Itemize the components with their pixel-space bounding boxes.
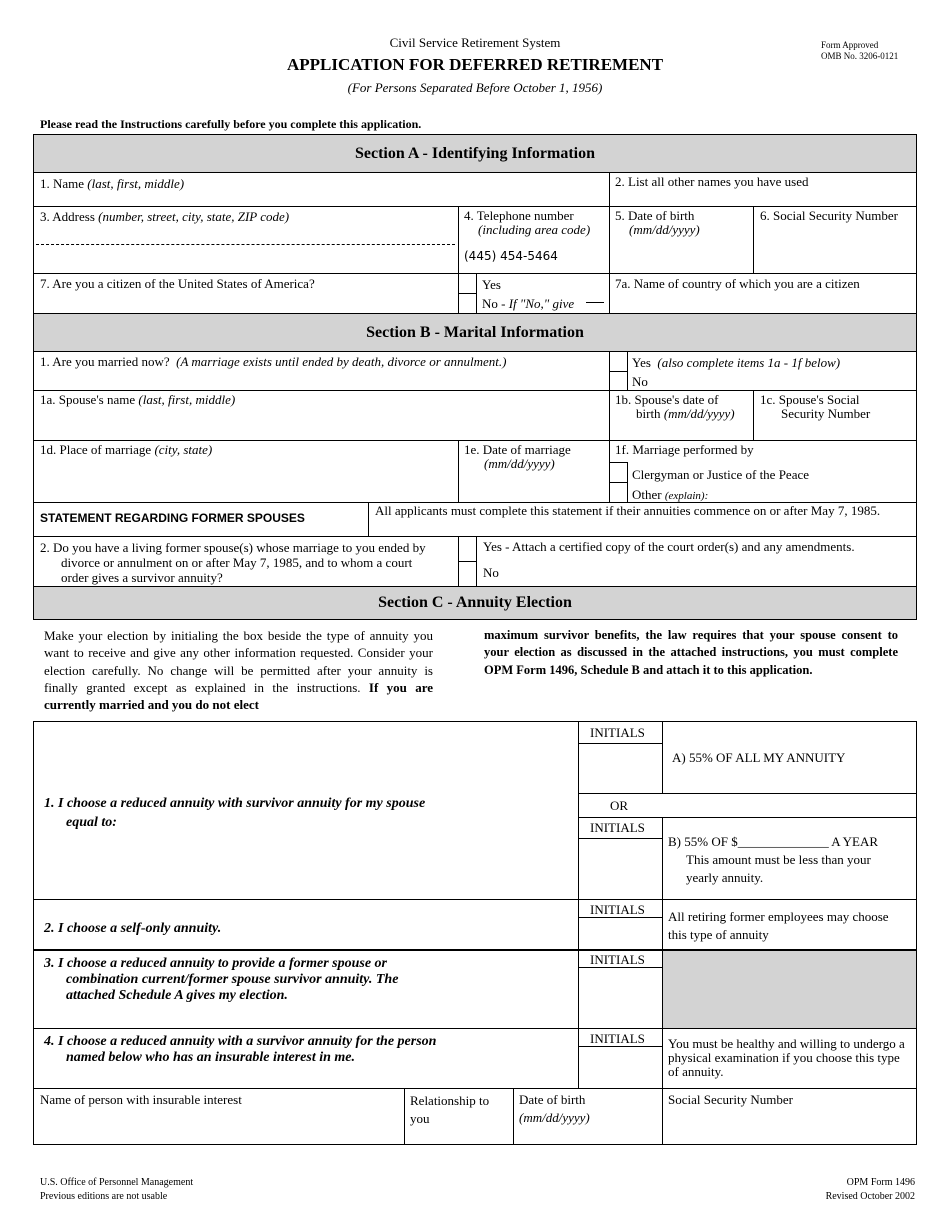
name-label: 1. Name (last, first, middle) (40, 176, 185, 191)
place-input[interactable] (37, 465, 455, 495)
choice-2-note: All retiring former employees may choose this type of annuity (668, 909, 889, 942)
choice-2-text: 2. I choose a self-only annuity. (44, 921, 222, 936)
former-spouse-question: 2. Do you have a living former spouse(s) whose marriage to you ended by divorce or annulment on or after May 7, 1985, and to whom a court order gives a survivor annuity? (40, 540, 426, 585)
other-names-input[interactable] (612, 190, 912, 205)
clergy-checkbox[interactable] (610, 463, 627, 482)
spouse-dob-label: 1b. Spouse's date of (615, 392, 719, 407)
spouse-name-label: 1a. Spouse's name (last, first, middle) (40, 392, 236, 407)
initials-4-box[interactable] (579, 1047, 662, 1088)
choice-1-text: 1. I choose a reduced annuity with survivor annuity for my spouse equal to: (44, 796, 426, 830)
married-no-checkbox[interactable] (610, 372, 627, 390)
former-yes-checkbox[interactable] (459, 537, 476, 561)
footer-revised: Revised October 2002 (825, 1191, 915, 1202)
insurable-name-label: Name of person with insurable interest (40, 1092, 242, 1107)
former-no-checkbox[interactable] (459, 562, 476, 586)
former-yes-label: Yes - Attach a certified copy of the court order(s) and any amendments. (483, 539, 855, 554)
phone-input[interactable]: (445) 454-5464 (464, 249, 558, 263)
insurable-ssn-input[interactable] (666, 1112, 912, 1140)
initials-3-box[interactable] (579, 968, 662, 1028)
section-b-title: Section B - Marital Information (366, 323, 584, 341)
section-a-header (33, 134, 917, 173)
insurable-name-input[interactable] (37, 1112, 400, 1140)
phone-hint: (including area code) (478, 222, 591, 237)
initials-2-label: INITIALS (590, 902, 645, 917)
section-c-header (33, 586, 917, 620)
choice-1-option-a: A) 55% OF ALL MY ANNUITY (672, 750, 846, 765)
spouse-name-input[interactable] (37, 410, 605, 436)
marriage-date-hint: (mm/dd/yyyy) (484, 456, 555, 471)
statement-text: All applicants must complete this statement if their annuities commence on or after May 7, 1985. (375, 503, 881, 518)
other-checkbox[interactable] (610, 483, 627, 502)
dob-hint: (mm/dd/yyyy) (629, 222, 700, 237)
or-label: OR (610, 798, 629, 813)
dob-label: 5. Date of birth (615, 208, 695, 223)
name-input[interactable] (36, 191, 606, 205)
choice-3-text: 3. I choose a reduced annuity to provide a former spouse or combination current/former spouse survivor annuity. The attached Schedule A gives my election. (44, 956, 399, 1003)
initials-2-box[interactable] (579, 918, 662, 949)
initials-3-label: INITIALS (590, 952, 645, 967)
instructions-note: Please read the Instructions carefully before you complete this application. (40, 117, 422, 131)
citizen-yes-label: Yes (482, 277, 501, 292)
performed-label: 1f. Marriage performed by (615, 442, 754, 457)
choice-4-text: 4. I choose a reduced annuity with a survivor annuity for the person named below who has an insurable interest in me. (44, 1034, 437, 1065)
statement-title: STATEMENT REGARDING FORMER SPOUSES (40, 511, 305, 525)
insurable-ssn-label: Social Security Number (668, 1092, 793, 1107)
choice-3-shaded-area (663, 951, 916, 1028)
initials-1a-box[interactable] (579, 744, 662, 793)
initials-1b-label: INITIALS (590, 820, 645, 835)
married-yes-label: Yes (also complete items 1a - 1f below) (632, 355, 841, 370)
relationship-label: Relationship to you (410, 1093, 490, 1126)
spouse-ssn-label-2: Security Number (781, 406, 871, 421)
spouse-dob-label-2: birth (mm/dd/yyyy) (636, 406, 735, 421)
address-line-1-input[interactable] (38, 226, 454, 242)
married-question: 1. Are you married now? (A marriage exists until ended by death, divorce or annulment.) (40, 354, 507, 369)
insurable-dob-label: Date of birth (519, 1092, 586, 1107)
citizen-yes-checkbox[interactable] (459, 274, 476, 293)
country-input[interactable] (613, 292, 913, 310)
married-no-label: No (632, 374, 648, 389)
system-name: Civil Service Retirement System (389, 35, 561, 50)
clergy-label: Clergyman or Justice of the Peace (632, 467, 810, 482)
election-intro-right: maximum survivor benefits, the law requires that your spouse consent to your election as discussed in the attached instructions, you must complete OPM Form 1496, Schedule B and attach it to this application. (484, 628, 898, 677)
election-intro-left: Make your election by initialing the box beside the type of annuity you want to receive and give any other information requested. Consider your election carefully. No change will be permitted after your annuity is finally granted except as explained in the instructions. If you are currently married and you do not elect (44, 628, 434, 713)
ssn-label: 6. Social Security Number (760, 208, 898, 223)
form-approved: Form Approved (821, 40, 879, 50)
spouse-ssn-label: 1c. Spouse's Social (760, 392, 860, 407)
initials-1b-box[interactable] (579, 839, 662, 899)
choice-4-note: You must be healthy and willing to undergo a physical examination if you choose this type of annuity. (668, 1036, 905, 1079)
arrow-line (586, 302, 604, 303)
omb-number: OMB No. 3206-0121 (821, 51, 899, 61)
place-label: 1d. Place of marriage (city, state) (40, 442, 213, 457)
citizen-question: 7. Are you a citizen of the United States of America? (40, 276, 315, 291)
phone-label: 4. Telephone number (464, 208, 574, 223)
section-c-title: Section C - Annuity Election (378, 594, 572, 611)
address-line-2-input[interactable] (38, 249, 454, 267)
other-label: Other (explain): (632, 487, 709, 502)
citizen-no-checkbox[interactable] (459, 294, 476, 313)
address-divider (36, 244, 455, 245)
footer-agency: U.S. Office of Personnel Management (40, 1177, 194, 1188)
choice-1-option-b-note: This amount must be less than your yearly annuity. (686, 852, 871, 885)
insurable-dob-hint: (mm/dd/yyyy) (519, 1110, 590, 1125)
address-label: 3. Address (number, street, city, state, ZIP code) (40, 209, 290, 224)
choice-1-option-b: B) 55% OF $______________ A YEAR (668, 834, 879, 849)
dob-input[interactable] (613, 247, 750, 269)
former-no-label: No (483, 565, 499, 580)
other-names-label: 2. List all other names you have used (615, 174, 809, 189)
footer-form-number: OPM Form 1496 (846, 1177, 915, 1188)
section-a-title: Section A - Identifying Information (354, 144, 595, 162)
footer-previous: Previous editions are not usable (40, 1191, 168, 1202)
married-yes-checkbox[interactable] (610, 352, 627, 371)
form-subtitle: (For Persons Separated Before October 1, 1956) (347, 80, 603, 95)
section-b-header (33, 313, 917, 352)
ssn-input[interactable] (757, 247, 913, 269)
form-title: APPLICATION FOR DEFERRED RETIREMENT (286, 55, 664, 74)
country-label: 7a. Name of country of which you are a citizen (615, 276, 860, 291)
initials-1a-label: INITIALS (590, 725, 645, 740)
initials-4-label: INITIALS (590, 1031, 645, 1046)
marriage-date-label: 1e. Date of marriage (464, 442, 571, 457)
citizen-no-label: No - If "No," give (482, 296, 575, 311)
